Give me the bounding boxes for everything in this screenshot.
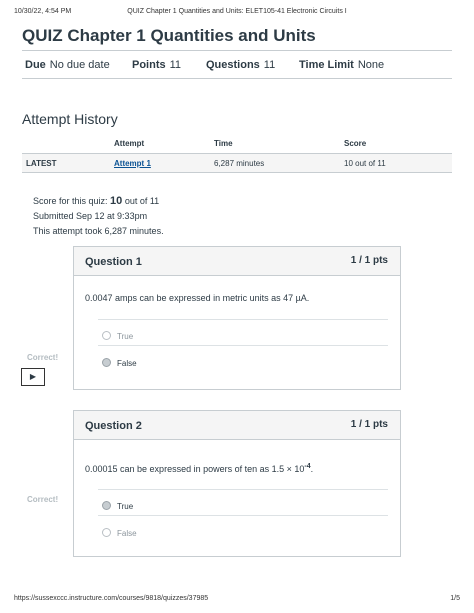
print-page-number: 1/5 (450, 595, 460, 602)
radio-selected-icon (102, 501, 111, 510)
time-limit-value: None (357, 59, 385, 71)
answer-divider (98, 319, 388, 320)
submitted-line: Submitted Sep 12 at 9:33pm (33, 211, 148, 221)
answer-label: True (117, 332, 134, 341)
answer-label: True (117, 502, 134, 511)
questions-info (206, 59, 275, 71)
quiz-meta (22, 50, 452, 79)
attempt-time: 6,287 minutes (214, 159, 265, 168)
duration-line: This attempt took 6,287 minutes. (33, 226, 164, 236)
column-header-attempt: Attempt (114, 139, 145, 148)
question-points: 1 / 1 pts (350, 419, 388, 430)
radio-icon (102, 331, 111, 340)
answer-option-true[interactable] (102, 331, 133, 341)
question-card-1 (73, 246, 401, 390)
question-title: Question 1 (85, 256, 142, 268)
question-text-end: . (310, 464, 314, 474)
answer-divider (98, 489, 388, 490)
attempt-history-table (22, 134, 452, 173)
time-limit-info (299, 59, 384, 71)
due-value: No due date (49, 59, 110, 71)
question-title: Question 2 (85, 420, 142, 432)
play-button[interactable]: ▶ (21, 368, 45, 386)
quiz-title: QUIZ Chapter 1 Quantities and Units (22, 26, 316, 45)
print-header (14, 8, 460, 20)
question-text-exponent: -4 (304, 463, 311, 470)
answer-label: False (117, 359, 137, 368)
score-summary (33, 194, 164, 239)
attempt-link[interactable]: Attempt 1 (114, 159, 151, 168)
print-url: https://sussexccc.instructure.com/courses/9818/quizzes/37985 (14, 595, 209, 602)
attempt-history-heading: Attempt History (22, 111, 118, 127)
questions-label: Questions (206, 59, 260, 71)
score-suffix: out of 11 (124, 196, 160, 206)
question-text: 0.0047 amps can be expressed in metric units as 47 µA. (85, 293, 310, 303)
score-line (33, 194, 164, 209)
question-header (74, 411, 400, 440)
radio-selected-icon (102, 358, 111, 367)
question-text (85, 463, 313, 474)
answer-option-false[interactable] (102, 528, 137, 538)
answer-label: False (117, 529, 137, 538)
points-label: Points (132, 59, 166, 71)
question-header (74, 247, 400, 276)
answer-option-false[interactable] (102, 358, 137, 368)
answer-divider (98, 345, 388, 346)
print-footer (14, 595, 460, 607)
time-limit-label: Time Limit (299, 59, 354, 71)
due-info (25, 59, 110, 71)
print-date: 10/30/22, 4:54 PM (14, 8, 72, 15)
points-value: 11 (169, 59, 182, 71)
due-label: Due (25, 59, 46, 71)
score-value: 10 (110, 195, 123, 207)
column-header-time: Time (214, 139, 233, 148)
score-prefix: Score for this quiz: (33, 196, 108, 206)
question-text-main: 0.00015 can be expressed in powers of ten as 1.5 × 10 (85, 464, 305, 474)
table-row (22, 154, 452, 173)
points-info (132, 59, 181, 71)
answer-divider (98, 515, 388, 516)
question-card-2 (73, 410, 401, 557)
latest-label: LATEST (26, 159, 57, 168)
questions-value: 11 (263, 59, 276, 71)
radio-icon (102, 528, 111, 537)
column-header-score: Score (344, 139, 367, 148)
table-header-row (22, 134, 452, 154)
correct-label: Correct! (27, 353, 59, 362)
print-page-title: QUIZ Chapter 1 Quantities and Units: ELET105-41 Electronic Circuits I (127, 8, 347, 15)
answer-option-true[interactable] (102, 501, 133, 511)
correct-label: Correct! (27, 495, 59, 504)
question-points: 1 / 1 pts (350, 255, 388, 266)
attempt-score: 10 out of 11 (344, 159, 386, 168)
